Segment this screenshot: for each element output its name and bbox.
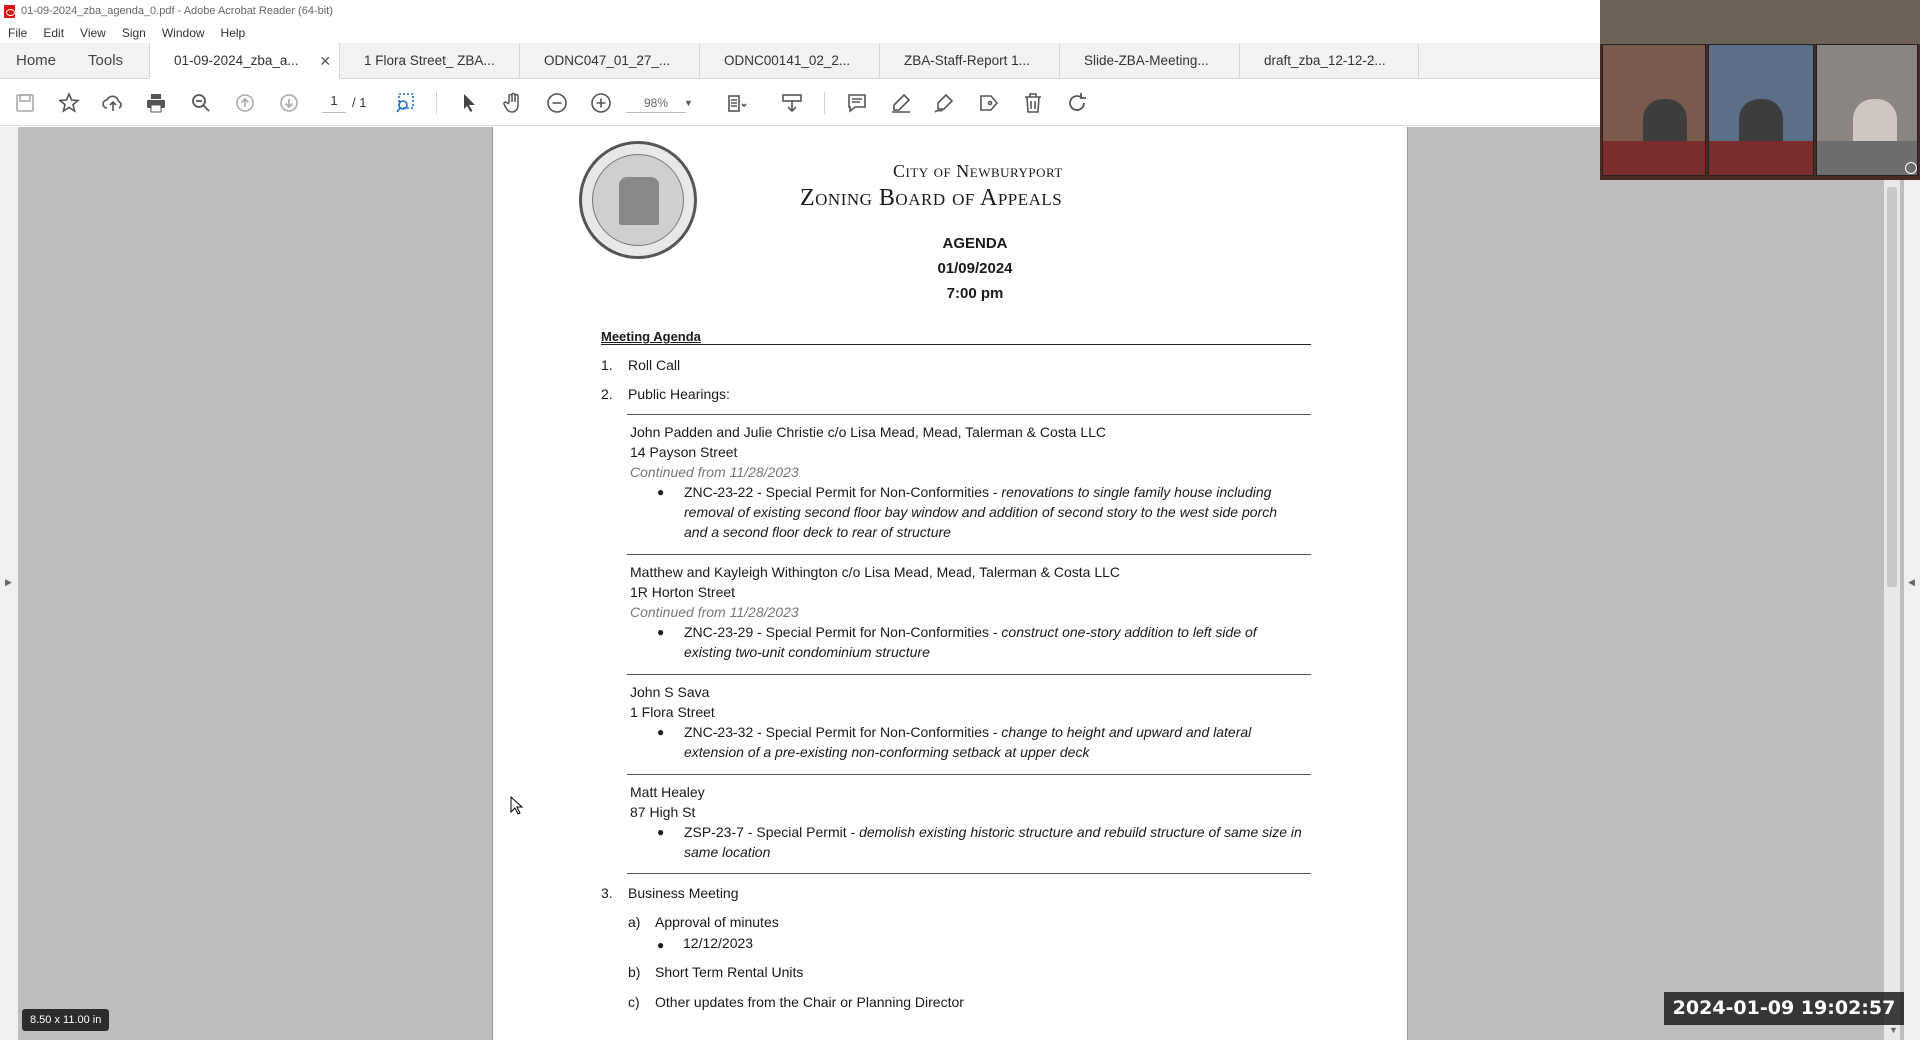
scrollbar-thumb[interactable]: [1887, 187, 1897, 587]
window-title: 01-09-2024_zba_agenda_0.pdf - Adobe Acrobat Reader (64-bit): [21, 5, 333, 17]
hearing-case: [684, 482, 1304, 542]
menu-window[interactable]: Window: [161, 25, 205, 40]
section-heading: Meeting Agenda: [601, 329, 701, 344]
menu-edit[interactable]: Edit: [43, 25, 65, 40]
hearing-applicant: Matt Healey: [630, 784, 705, 800]
menu-sign[interactable]: Sign: [121, 25, 146, 40]
hearing-address: 1R Horton Street: [630, 584, 736, 600]
sign-icon[interactable]: [931, 90, 957, 116]
divider: [627, 414, 1311, 415]
hearing-case: [684, 822, 1304, 862]
doc-tab[interactable]: ZBA-Staff-Report 1...: [879, 43, 1059, 79]
divider: [627, 554, 1311, 555]
org-name-line2: Zoning Board of Appeals: [800, 185, 1063, 211]
doc-tab[interactable]: ODNC047_01_27_...: [519, 43, 699, 79]
tab-home[interactable]: Home: [16, 52, 57, 69]
agenda-date: 01/09/2024: [937, 260, 1013, 277]
agenda-item-public-hearings: Public Hearings:: [628, 386, 730, 402]
pdf-file-icon: [4, 5, 15, 18]
vertical-scrollbar[interactable]: [1884, 177, 1900, 1040]
case-description: construct one-story addition to left side of existing two-unit condominium structure: [684, 624, 1257, 660]
bullet: ●: [657, 938, 665, 952]
agenda-item-business-meeting: Business Meeting: [628, 885, 739, 901]
doc-tab[interactable]: draft_zba_12-12-2...: [1239, 43, 1419, 79]
item-number: 2.: [601, 386, 613, 402]
menu-help[interactable]: Help: [220, 25, 246, 40]
hearing-address: 1 Flora Street: [630, 704, 715, 720]
print-icon[interactable]: [143, 90, 169, 116]
divider: [601, 344, 1311, 345]
save-icon[interactable]: [12, 90, 38, 116]
hearing-applicant: John Padden and Julie Christie c/o Lisa Mead, Mead, Talerman & Costa LLC: [630, 424, 1107, 440]
item-number: 3.: [601, 885, 613, 901]
video-panel: [1708, 44, 1814, 176]
find-icon[interactable]: [392, 90, 418, 116]
menu-file[interactable]: File: [8, 25, 28, 40]
case-number: ZNC-23-32 - Special Permit for Non-Conformities -: [684, 724, 1002, 740]
agenda-item-roll-call: Roll Call: [628, 357, 681, 373]
video-room-strip: [1600, 0, 1920, 44]
page-total: / 1: [352, 95, 367, 110]
case-description: demolish existing historic structure and rebuild structure of same size in same location: [684, 824, 1302, 860]
zoom-in-icon[interactable]: [588, 90, 614, 116]
hearing-applicant: Matthew and Kayleigh Withington c/o Lisa Mead, Mead, Talerman & Costa LLC: [630, 564, 1120, 580]
highlight-pen-icon[interactable]: [888, 90, 914, 116]
case-description: renovations to single family house including removal of existing second floor bay window and addition of second story to the west side porch and a second floor deck to rear of structure: [684, 484, 1277, 540]
zoom-search-icon[interactable]: [188, 90, 214, 116]
bullet: ●: [657, 725, 665, 739]
prev-page-icon[interactable]: [232, 90, 258, 116]
hearing-address: 87 High St: [630, 804, 696, 820]
case-number: ZNC-23-22 - Special Permit for Non-Conformities -: [684, 484, 1002, 500]
case-number: ZNC-23-29 - Special Permit for Non-Conformities -: [684, 624, 1002, 640]
pdf-page: [492, 127, 1408, 1040]
divider: [627, 774, 1311, 775]
menu-view[interactable]: View: [80, 25, 106, 40]
hearing-case: [684, 722, 1304, 762]
bullet: ●: [657, 625, 665, 639]
doc-tab[interactable]: 1 Flora Street_ ZBA...: [339, 43, 519, 79]
sub-item-short-term-rental: Short Term Rental Units: [655, 964, 804, 980]
expand-right-panel-icon[interactable]: ◀: [1908, 577, 1915, 587]
video-panel: [1602, 44, 1706, 176]
zoom-level-input[interactable]: 98%: [626, 93, 686, 113]
delete-icon[interactable]: [1020, 90, 1046, 116]
zoom-out-icon[interactable]: [544, 90, 570, 116]
sub-item-approval-minutes: Approval of minutes: [655, 914, 779, 930]
title-bar: [0, 0, 1600, 22]
doc-tab-active[interactable]: [149, 43, 339, 79]
video-panel: [1816, 44, 1918, 176]
hearing-applicant: John S Sava: [630, 684, 710, 700]
sub-item-letter: b): [628, 964, 641, 980]
scroll-down-icon[interactable]: ▼: [1889, 1025, 1898, 1035]
comment-icon[interactable]: [844, 90, 870, 116]
bookmark-star-icon[interactable]: [56, 90, 82, 116]
case-description: change to height and upward and lateral extension of a pre-existing non-conforming setback at upper deck: [684, 724, 1252, 760]
video-feed: [1600, 0, 1920, 180]
hearing-address: 14 Payson Street: [630, 444, 738, 460]
bullet: ●: [657, 825, 665, 839]
close-tab-icon[interactable]: ✕: [319, 53, 332, 69]
sub-item-other-updates: Other updates from the Chair or Planning Director: [655, 994, 964, 1010]
sub-item-letter: c): [628, 994, 640, 1010]
mouse-cursor-icon: [510, 796, 524, 821]
select-cursor-icon[interactable]: [456, 90, 482, 116]
page-size-badge: 8.50 x 11.00 in: [22, 1009, 109, 1031]
menu-bar: [0, 22, 1600, 43]
hearing-continued: Continued from 11/28/2023: [630, 464, 799, 480]
divider: [627, 674, 1311, 675]
fit-page-icon[interactable]: [724, 90, 750, 116]
sub-item-letter: a): [628, 914, 641, 930]
item-number: 1.: [601, 357, 613, 373]
rotate-icon[interactable]: [1064, 90, 1090, 116]
tag-icon[interactable]: [976, 90, 1002, 116]
document-workspace[interactable]: [0, 127, 1920, 1040]
next-page-icon[interactable]: [276, 90, 302, 116]
agenda-time: 7:00 pm: [946, 285, 1004, 302]
doc-tab[interactable]: Slide-ZBA-Meeting...: [1059, 43, 1239, 79]
org-name-line1: City of Newburyport: [893, 161, 1063, 181]
hearing-continued: Continued from 11/28/2023: [630, 604, 799, 620]
upload-cloud-icon[interactable]: [100, 90, 126, 116]
tab-bar: [0, 43, 1600, 79]
expand-left-panel-icon[interactable]: ▶: [5, 577, 12, 587]
bullet: ●: [657, 485, 665, 499]
case-number: ZSP-23-7 - Special Permit -: [684, 824, 860, 840]
tab-tools[interactable]: Tools: [88, 52, 124, 69]
scroll-mode-icon[interactable]: [779, 90, 805, 116]
toolbar: [0, 80, 1600, 126]
agenda-title: AGENDA: [942, 235, 1008, 252]
doc-tab-label: 01-09-2024_zba_a...: [174, 53, 299, 68]
hearing-case: [684, 622, 1304, 662]
video-control-icon[interactable]: [1905, 162, 1917, 174]
video-timestamp: 2024-01-09 19:02:57: [1664, 992, 1904, 1025]
doc-tab[interactable]: ODNC00141_02_2...: [699, 43, 879, 79]
page-number-input[interactable]: 1: [322, 93, 346, 113]
divider: [627, 873, 1311, 874]
chevron-down-icon[interactable]: ▼: [684, 98, 693, 108]
hand-icon[interactable]: [500, 90, 526, 116]
minutes-date: 12/12/2023: [683, 935, 754, 951]
